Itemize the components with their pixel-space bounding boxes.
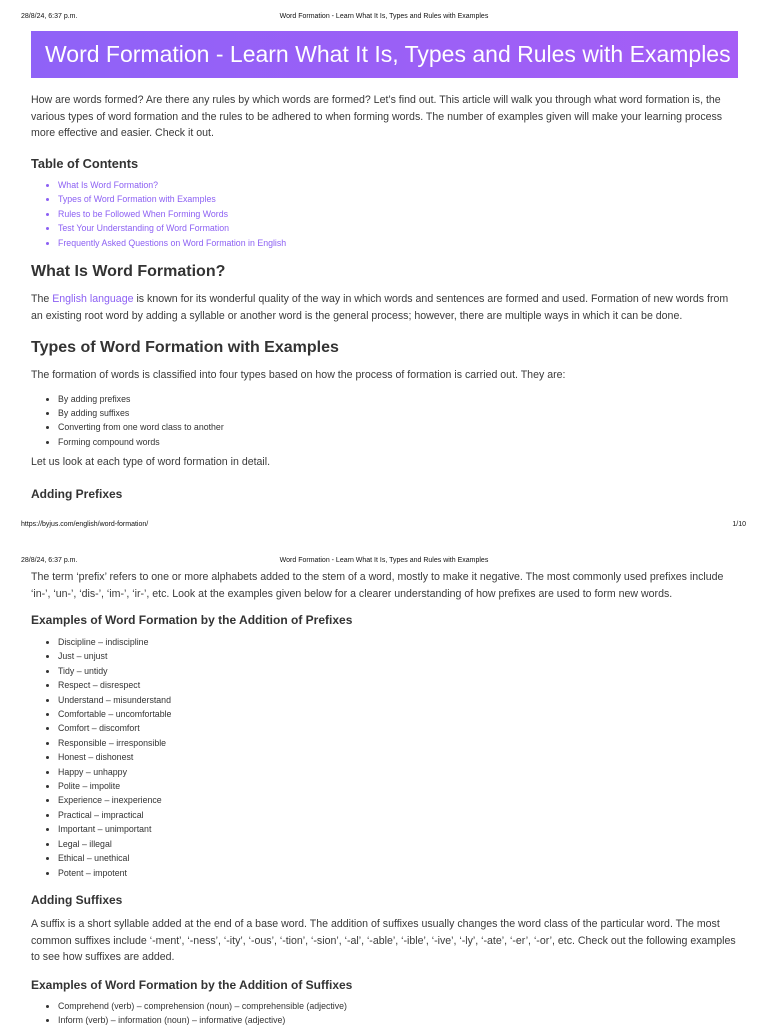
table-of-contents [31,156,741,250]
list-item: • Comfortable – uncomfortable [58,707,741,721]
list-item: • Respect – disrespect [58,678,741,692]
header-datetime: 28/8/24, 6:37 p.m. [21,557,78,564]
text-run: is known for its wonderful quality of the way in which words and sentences are formed and used. Formation of new words from an existing root word by adding a syllable or another word is the general process; however, there are multiple ways in which it can be done. [31,293,729,322]
list-item: • Inform (verb) – information (noun) – informative (adjective) [58,1013,741,1027]
header-title: Word Formation - Learn What It Is, Types and Rules with Examples [279,13,489,20]
toc-item[interactable] [58,178,741,192]
list-item: • Polite – impolite [58,779,741,793]
types-intro: The formation of words is classified into four types based on how the process of formation is carried out. They are: [31,369,566,381]
section-heading: Examples of Word Formation by the Addition of Prefixes [31,613,353,627]
suffix-text: A suffix is a short syllable added at the end of a base word. The addition of suffixes usually changes the word class of the particular word. The most common suffixes include ‘-ment’, ‘-ness’, ‘-ity’, ‘-ous’, ‘-tion’, ‘-sion’, ‘-al’, ‘-able’, ‘-ible’, ‘-ive’, ‘-ly’, ‘-ate’, ‘-er’, ‘-or’, etc. Check out the following examples to see how suffixes are added. [31,918,736,963]
list-item: • Practical – impractical [58,808,741,822]
toc-link[interactable]: Frequently Asked Questions on Word Formation in English [58,237,287,248]
list-item: • By adding prefixes [58,392,741,406]
list-item: • Tidy – untidy [58,664,741,678]
list-item: • Legal – illegal [58,837,741,851]
toc-item[interactable] [58,221,741,235]
toc-item[interactable] [58,192,741,206]
toc-heading: Table of Contents [31,156,139,171]
list-item: • Ethical – unethical [58,851,741,865]
toc-link[interactable]: Types of Word Formation with Examples [58,194,216,205]
suffix-examples [31,978,741,1028]
list-item: • Comfort – discomfort [58,721,741,735]
toc-item[interactable] [58,236,741,250]
list-item: • Understand – misunderstand [58,693,741,707]
intro-text: How are words formed? Are there any rules by which words are formed? Let’s find out. This article will walk you through what word formation is, the various types of word formation and the rules to be adhered to when forming words. The number of examples given will make your learning process more effective and easier. Check it out. [31,94,723,139]
prefix-text: The term ‘prefix’ refers to one or more alphabets added to the stem of a word, mostly to make it negative. The most commonly used prefixes include ‘in-’, ‘un-’, ‘dis-’, ‘im-’, ‘ir-’, etc. Look at the examples given below for a clearer understanding of how prefixes are used to form new words. [31,571,724,600]
section-what-is [31,263,741,324]
prefix-examples [31,613,741,880]
toc-item[interactable] [58,207,741,221]
list-item: • Discipline – indiscipline [58,635,741,649]
toc-list [31,178,741,250]
toc-link[interactable]: Rules to be Followed When Forming Words [58,208,228,219]
types-outro: Let us look at each type of word formation in detail. [31,456,271,469]
prefix-examples-list [31,635,741,880]
header-datetime: 28/8/24, 6:37 p.m. [21,13,78,20]
prefix-paragraph [31,569,741,602]
footer-url[interactable]: https://byjus.com/english/word-formation/ [21,521,149,528]
list-item: • Forming compound words [58,435,741,449]
section-heading: What Is Word Formation? [31,263,226,280]
toc-link[interactable]: Test Your Understanding of Word Formation [58,223,229,234]
english-language-link[interactable]: English language [52,293,134,305]
toc-link[interactable]: What Is Word Formation? [58,180,159,190]
intro-paragraph [31,92,741,142]
section-heading: Examples of Word Formation by the Addition of Suffixes [31,978,353,992]
section-types [31,339,741,471]
list-item: • By adding suffixes [58,406,741,420]
list-item: • Potent – impotent [58,866,741,880]
list-item: • Experience – inexperience [58,793,741,807]
what-is-text [31,291,741,324]
article-title-banner: Word Formation - Learn What It Is, Types and Rules with Examples [31,31,738,78]
text-run: The [31,293,53,305]
list-item: • Converting from one word class to another [58,420,741,434]
footer-page-number: 1/10 [732,521,746,528]
section-adding-prefixes [31,487,741,501]
list-item: • Responsible – irresponsible [58,736,741,750]
header-title: Word Formation - Learn What It Is, Types and Rules with Examples [279,557,489,564]
types-list [31,392,741,450]
list-item: • Important – unimportant [58,822,741,836]
section-heading: Adding Prefixes [31,487,123,501]
list-item: • Comprehend (verb) – comprehension (noun) – comprehensible (adjective) [58,999,741,1013]
section-heading: Types of Word Formation with Examples [31,339,339,356]
suffix-examples-list [31,999,741,1028]
list-item: • Honest – dishonest [58,750,741,764]
section-adding-suffixes [31,893,741,966]
section-heading: Adding Suffixes [31,893,123,907]
list-item: • Happy – unhappy [58,765,741,779]
list-item: • Just – unjust [58,649,741,663]
